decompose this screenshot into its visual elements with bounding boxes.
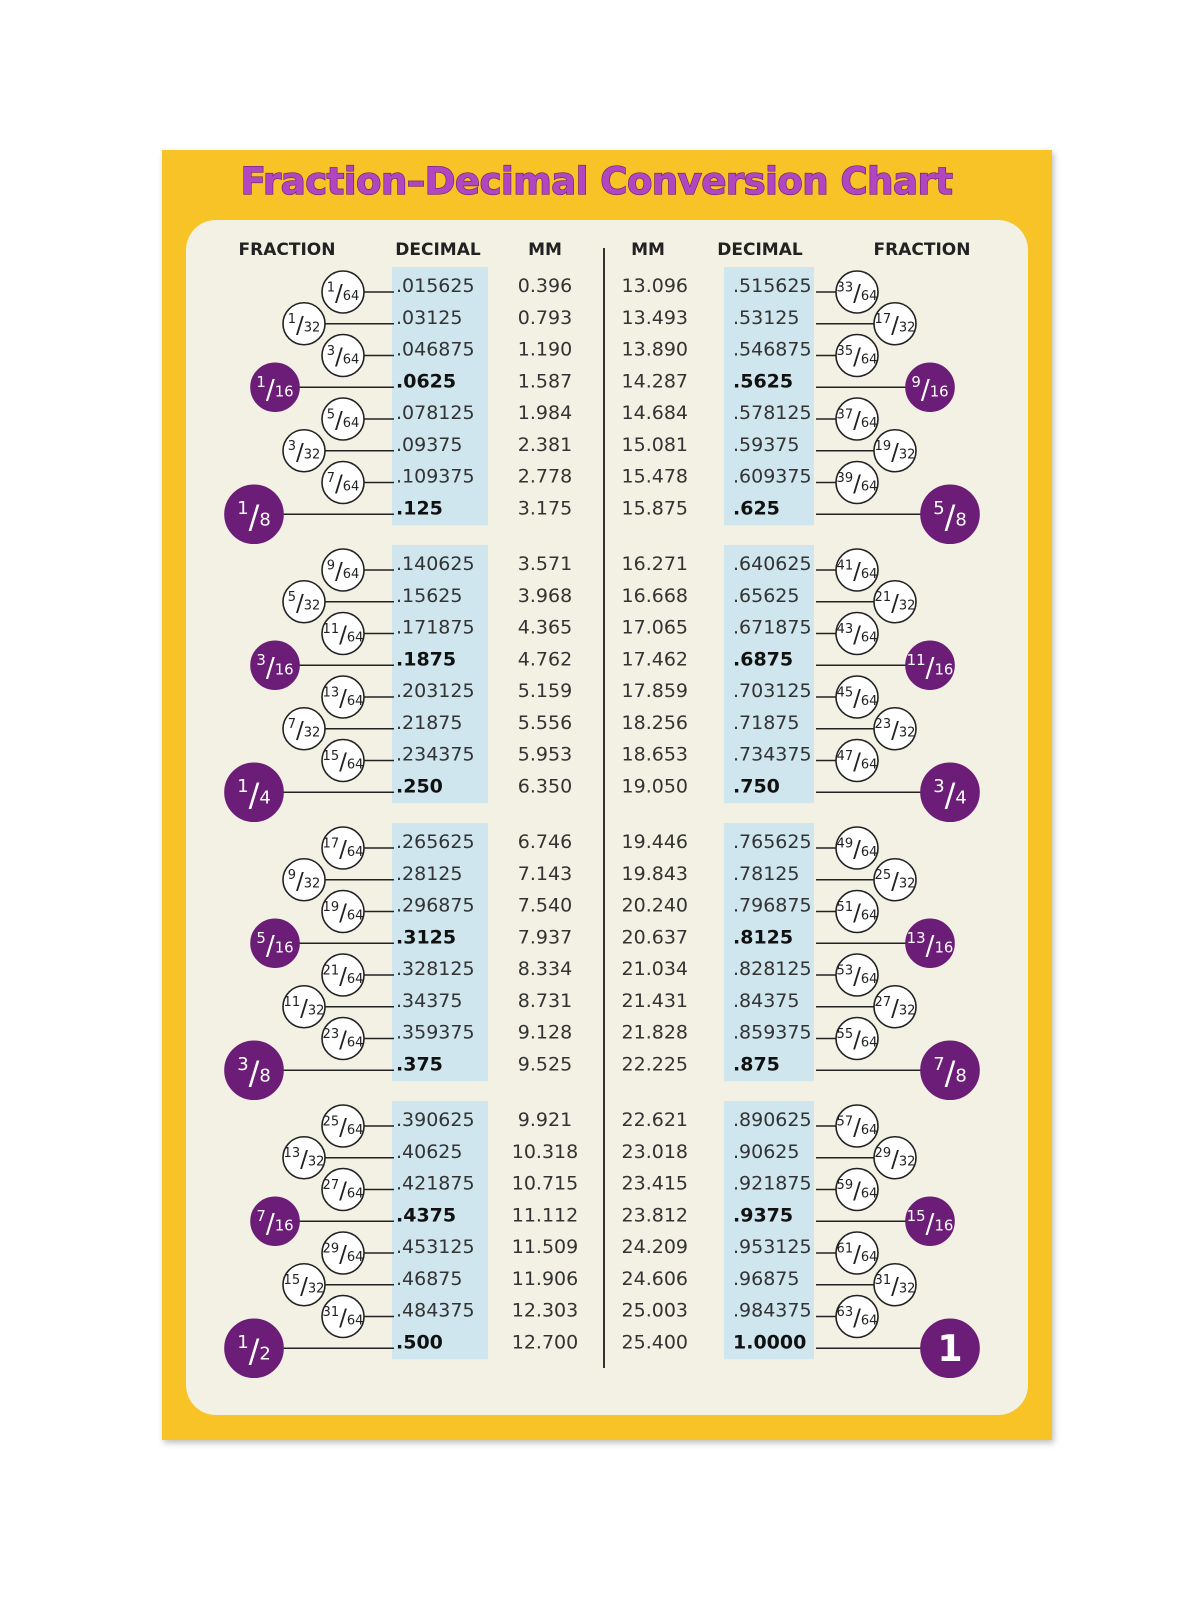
decimal-value: .96875: [733, 1267, 800, 1290]
mm-value: 13.890: [621, 338, 688, 361]
fraction-label: $^3$/16: [256, 650, 294, 684]
mm-value: 22.225: [621, 1053, 688, 1076]
mm-value: 21.828: [621, 1021, 688, 1044]
fraction-label: $^1$/32: [287, 311, 321, 339]
fraction-label: $^{15}$/32: [283, 1272, 325, 1300]
decimal-value: .796875: [733, 894, 812, 917]
fraction-badge: [283, 303, 325, 345]
decimal-value: .953125: [733, 1236, 812, 1258]
mm-value: 5.953: [517, 743, 573, 766]
mm-value: 0.793: [517, 306, 573, 329]
mm-value: 11.906: [511, 1267, 579, 1290]
decimal-value: 1.0000: [733, 1331, 807, 1354]
fraction-badge: [836, 676, 878, 718]
fraction-badge: [322, 549, 364, 591]
mm-value: 3.175: [517, 497, 573, 520]
header-left-fraction: FRACTION: [238, 240, 336, 260]
chart-title: Fraction–Decimal Conversion Chart: [240, 160, 953, 203]
fraction-label: $^{15}$/64: [322, 748, 364, 776]
fraction-badge: [251, 919, 299, 967]
mm-value: 21.431: [621, 989, 688, 1012]
decimal-value: .609375: [733, 465, 812, 488]
mm-value: 9.128: [517, 1021, 573, 1044]
mm-value: 7.540: [517, 894, 573, 917]
fraction-badge: [836, 1232, 878, 1274]
mm-value: 12.700: [511, 1331, 579, 1354]
fraction-badge: [322, 613, 364, 655]
decimal-value: .78125: [733, 862, 800, 885]
fraction-badge: [322, 1296, 364, 1338]
fraction-badge: [322, 1105, 364, 1147]
fraction-badge: [836, 827, 878, 869]
fraction-label: $^{45}$/64: [836, 684, 878, 713]
decimal-value: .734375: [733, 743, 812, 766]
fraction-badge: [283, 1137, 325, 1179]
mm-value: 1.587: [517, 370, 573, 393]
mm-value: 18.256: [621, 711, 688, 734]
fraction-label: $^5$/16: [256, 928, 294, 962]
decimal-value: .484375: [396, 1299, 475, 1322]
decimal-value: .34375: [396, 989, 463, 1012]
mm-value: 7.937: [517, 926, 573, 949]
fraction-badge: [322, 462, 364, 504]
mm-value: 2.778: [517, 465, 573, 488]
fraction-label: $^{61}$/64: [836, 1240, 878, 1269]
decimal-value: .296875: [396, 894, 475, 917]
mm-value: 0.396: [517, 275, 573, 297]
decimal-value: .71875: [733, 711, 800, 734]
mm-value: 23.018: [621, 1140, 688, 1163]
fraction-badge: [322, 1232, 364, 1274]
mm-value: 1.190: [517, 338, 573, 361]
decimal-value: .265625: [396, 831, 475, 853]
decimal-value: .546875: [733, 338, 812, 361]
decimal-value: .171875: [396, 616, 475, 639]
fraction-label: $^3$/64: [326, 343, 360, 371]
fraction-badge: [921, 485, 979, 543]
fraction-label: $^{37}$/64: [836, 406, 878, 435]
fraction-label: $^{21}$/64: [322, 962, 364, 991]
decimal-value: .390625: [396, 1109, 475, 1131]
fraction-label: $^{19}$/32: [874, 438, 916, 466]
decimal-value: .890625: [733, 1109, 812, 1131]
fraction-badge: [225, 1041, 283, 1099]
mm-value: 13.493: [621, 306, 688, 329]
mm-value: 2.381: [517, 433, 573, 456]
fraction-badge: [251, 363, 299, 411]
mm-value: 3.968: [517, 584, 573, 607]
fraction-label: $^{41}$/64: [836, 557, 878, 586]
decimal-value: .828125: [733, 958, 812, 980]
decimal-value: .250: [396, 775, 443, 798]
decimal-value: .453125: [396, 1236, 475, 1258]
fraction-badge: [906, 641, 954, 689]
fraction-badge: [874, 581, 916, 623]
fraction-badge: [322, 954, 364, 996]
fraction-label: $^1$/16: [256, 372, 294, 406]
fraction-label: $^7$/16: [256, 1206, 294, 1240]
mm-value: 9.921: [517, 1109, 573, 1131]
decimal-value: .09375: [396, 433, 463, 456]
fraction-label: $^{13}$/16: [906, 928, 954, 962]
decimal-value: .65625: [733, 584, 800, 607]
decimal-value: .5625: [733, 370, 794, 393]
fraction-badge: [874, 430, 916, 472]
fraction-badge: [836, 1105, 878, 1147]
mm-value: 17.859: [621, 680, 688, 702]
mm-value: 15.081: [621, 433, 688, 456]
mm-value: 16.668: [621, 584, 688, 607]
fraction-label: $^{15}$/16: [906, 1206, 954, 1240]
decimal-value: .125: [396, 497, 443, 520]
fraction-label: $^{31}$/32: [874, 1272, 916, 1300]
mm-value: 18.653: [621, 743, 688, 766]
mm-value: 11.509: [511, 1236, 579, 1258]
decimal-value: .46875: [396, 1267, 463, 1290]
decimal-value: .359375: [396, 1021, 475, 1044]
mm-value: 12.303: [511, 1299, 579, 1322]
mm-value: 11.112: [511, 1204, 579, 1227]
mm-value: 1.984: [517, 402, 573, 424]
decimal-value: .3125: [396, 926, 457, 949]
mm-value: 19.843: [621, 862, 688, 885]
fraction-label: 1: [937, 1326, 963, 1370]
fraction-badge: [836, 740, 878, 782]
mm-value: 19.446: [621, 831, 688, 853]
fraction-badge: [836, 462, 878, 504]
fraction-label: $^{25}$/32: [874, 867, 916, 895]
fraction-label: $^3$/32: [287, 438, 321, 466]
mm-value: 9.525: [517, 1053, 573, 1076]
decimal-value: .578125: [733, 402, 812, 424]
mm-value: 14.287: [621, 370, 688, 393]
decimal-value: .28125: [396, 862, 463, 885]
fraction-label: $^{23}$/64: [322, 1026, 364, 1054]
decimal-value: .59375: [733, 433, 800, 456]
fraction-badge: [251, 641, 299, 689]
fraction-badge: [322, 398, 364, 440]
mm-value: 15.875: [621, 497, 688, 520]
fraction-label: $^1$/64: [326, 279, 360, 308]
mm-value: 25.003: [621, 1299, 688, 1322]
decimal-value: .875: [733, 1053, 780, 1076]
fraction-badge: [283, 581, 325, 623]
fraction-badge: [906, 1197, 954, 1245]
decimal-value: .078125: [396, 402, 475, 424]
fraction-badge: [874, 1137, 916, 1179]
fraction-label: $^{27}$/32: [874, 994, 916, 1022]
decimal-value: .421875: [396, 1172, 475, 1195]
mm-value: 20.240: [621, 894, 688, 917]
mm-value: 17.462: [621, 648, 688, 671]
decimal-value: .6875: [733, 648, 794, 671]
fraction-label: $^{21}$/32: [874, 589, 916, 617]
mm-value: 8.334: [517, 958, 573, 980]
fraction-badge: [322, 827, 364, 869]
fraction-badge: [225, 485, 283, 543]
fraction-label: $^7$/64: [326, 470, 360, 498]
decimal-value: .15625: [396, 584, 463, 607]
fraction-badge: [322, 891, 364, 933]
fraction-label: $^{13}$/32: [283, 1145, 325, 1173]
fraction-badge: [283, 430, 325, 472]
fraction-label: $^{35}$/64: [836, 343, 878, 371]
decimal-value: .0625: [396, 370, 457, 393]
fraction-label: $^{11}$/32: [283, 994, 325, 1022]
mm-value: 6.746: [517, 831, 573, 853]
mm-value: 19.050: [621, 775, 688, 798]
fraction-label: $^{31}$/64: [322, 1304, 364, 1332]
fraction-label: $^{29}$/32: [874, 1145, 916, 1173]
decimal-value: .671875: [733, 616, 812, 639]
mm-value: 6.350: [517, 775, 573, 798]
fraction-label: $^1$/2: [237, 1331, 271, 1371]
fraction-label: $^{57}$/64: [836, 1113, 878, 1142]
fraction-badge: [874, 1264, 916, 1306]
fraction-label: $^1$/4: [237, 775, 271, 815]
fraction-badge: [836, 1296, 878, 1338]
fraction-label: $^5$/32: [287, 589, 321, 617]
mm-value: 24.209: [621, 1236, 688, 1258]
fraction-label: $^{55}$/64: [836, 1026, 878, 1054]
decimal-value: .046875: [396, 338, 475, 361]
decimal-value: .375: [396, 1053, 443, 1076]
fraction-badge: [251, 1197, 299, 1245]
decimal-value: .750: [733, 775, 780, 798]
fraction-label: $^3$/4: [933, 775, 967, 815]
fraction-label: $^{59}$/64: [836, 1177, 878, 1205]
decimal-value: .109375: [396, 465, 475, 488]
fraction-label: $^3$/8: [237, 1053, 271, 1093]
decimal-value: .90625: [733, 1140, 800, 1163]
mm-value: 20.637: [621, 926, 688, 949]
fraction-label: $^{47}$/64: [836, 748, 878, 776]
fraction-label: $^{39}$/64: [836, 470, 878, 498]
fraction-badge: [836, 1018, 878, 1060]
mm-value: 16.271: [621, 553, 688, 575]
fraction-badge: [874, 303, 916, 345]
header-right-fraction: FRACTION: [873, 240, 971, 260]
fraction-label: $^{17}$/32: [874, 311, 916, 339]
mm-value: 23.415: [621, 1172, 688, 1195]
fraction-badge: [836, 954, 878, 996]
fraction-label: $^{11}$/16: [906, 650, 954, 684]
decimal-value: .4375: [396, 1204, 457, 1227]
mm-value: 21.034: [621, 958, 688, 980]
fraction-label: $^{17}$/64: [322, 835, 364, 864]
fraction-label: $^5$/8: [933, 497, 967, 537]
mm-value: 5.159: [517, 680, 573, 702]
decimal-value: .328125: [396, 958, 475, 980]
fraction-badge: [921, 1319, 979, 1377]
fraction-badge: [836, 1169, 878, 1211]
decimal-value: .500: [396, 1331, 443, 1354]
mm-value: 22.621: [621, 1109, 688, 1131]
fraction-label: $^7$/32: [287, 716, 321, 744]
fraction-badge: [322, 740, 364, 782]
decimal-value: .640625: [733, 553, 812, 575]
decimal-value: .859375: [733, 1021, 812, 1044]
mm-value: 23.812: [621, 1204, 688, 1227]
decimal-value: .21875: [396, 711, 463, 734]
mm-value: 15.478: [621, 465, 688, 488]
fraction-label: $^{29}$/64: [322, 1240, 364, 1269]
decimal-value: .703125: [733, 680, 812, 702]
mm-value: 25.400: [621, 1331, 688, 1354]
fraction-badge: [225, 1319, 283, 1377]
fraction-badge: [283, 1264, 325, 1306]
fraction-label: $^9$/32: [287, 867, 321, 895]
mm-value: 7.143: [517, 862, 573, 885]
fraction-label: $^{53}$/64: [836, 962, 878, 991]
fraction-badge: [322, 271, 364, 313]
decimal-value: .1875: [396, 648, 457, 671]
fraction-label: $^9$/64: [326, 557, 360, 586]
fraction-badge: [836, 271, 878, 313]
mm-value: 24.606: [621, 1267, 688, 1290]
fraction-badge: [225, 763, 283, 821]
decimal-value: .234375: [396, 743, 475, 766]
fraction-badge: [874, 986, 916, 1028]
fraction-badge: [836, 335, 878, 377]
fraction-label: $^{13}$/64: [322, 684, 364, 713]
fraction-badge: [836, 891, 878, 933]
decimal-value: .984375: [733, 1299, 812, 1322]
fraction-label: $^9$/16: [911, 372, 949, 406]
fraction-badge: [322, 1169, 364, 1211]
mm-value: 10.318: [511, 1140, 579, 1163]
decimal-value: .9375: [733, 1204, 794, 1227]
fraction-badge: [921, 1041, 979, 1099]
fraction-label: $^1$/8: [237, 497, 271, 537]
mm-value: 14.684: [621, 402, 688, 424]
fraction-badge: [283, 859, 325, 901]
fraction-badge: [322, 335, 364, 377]
mm-value: 4.762: [517, 648, 573, 671]
header-right-mm: MM: [631, 240, 665, 260]
fraction-label: $^{51}$/64: [836, 899, 878, 927]
fraction-badge: [906, 363, 954, 411]
mm-value: 8.731: [517, 989, 573, 1012]
mm-value: 4.365: [517, 616, 573, 639]
decimal-value: .8125: [733, 926, 794, 949]
decimal-value: .53125: [733, 306, 800, 329]
fraction-badge: [874, 859, 916, 901]
fraction-badge: [921, 763, 979, 821]
decimal-value: .625: [733, 497, 780, 520]
fraction-label: $^7$/8: [933, 1053, 967, 1093]
fraction-badge: [836, 398, 878, 440]
fraction-badge: [836, 549, 878, 591]
fraction-badge: [322, 1018, 364, 1060]
decimal-value: .203125: [396, 680, 475, 702]
fraction-badge: [283, 986, 325, 1028]
decimal-value: .84375: [733, 989, 800, 1012]
mm-value: 10.715: [511, 1172, 579, 1195]
fraction-label: $^{49}$/64: [836, 835, 878, 864]
leader-lines: [283, 292, 921, 1348]
mm-value: 13.096: [621, 275, 688, 297]
decimal-value: .03125: [396, 306, 463, 329]
fraction-label: $^{25}$/64: [322, 1113, 364, 1142]
decimal-value: .515625: [733, 275, 812, 297]
fraction-label: $^{19}$/64: [322, 899, 364, 927]
fraction-label: $^{23}$/32: [874, 716, 916, 744]
fraction-badge: [906, 919, 954, 967]
header-left-mm: MM: [528, 240, 562, 260]
decimal-value: .140625: [396, 553, 475, 575]
fraction-label: $^{27}$/64: [322, 1177, 364, 1205]
mm-value: 17.065: [621, 616, 688, 639]
fraction-badge: [322, 676, 364, 718]
mm-value: 5.556: [517, 711, 573, 734]
fraction-label: $^{33}$/64: [836, 279, 878, 308]
decimal-value: .015625: [396, 275, 475, 297]
decimal-value: .40625: [396, 1140, 463, 1163]
decimal-value: .765625: [733, 831, 812, 853]
fraction-label: $^5$/64: [326, 406, 360, 435]
fraction-label: $^{11}$/64: [322, 621, 364, 649]
fraction-label: $^{43}$/64: [836, 621, 878, 649]
decimal-value: .921875: [733, 1172, 812, 1195]
fraction-badge: [836, 613, 878, 655]
fraction-label: $^{63}$/64: [836, 1304, 878, 1332]
fraction-badge: [283, 708, 325, 750]
header-right-decimal: DECIMAL: [717, 240, 803, 260]
mm-value: 3.571: [517, 553, 573, 575]
fraction-badge: [874, 708, 916, 750]
header-left-decimal: DECIMAL: [395, 240, 481, 260]
